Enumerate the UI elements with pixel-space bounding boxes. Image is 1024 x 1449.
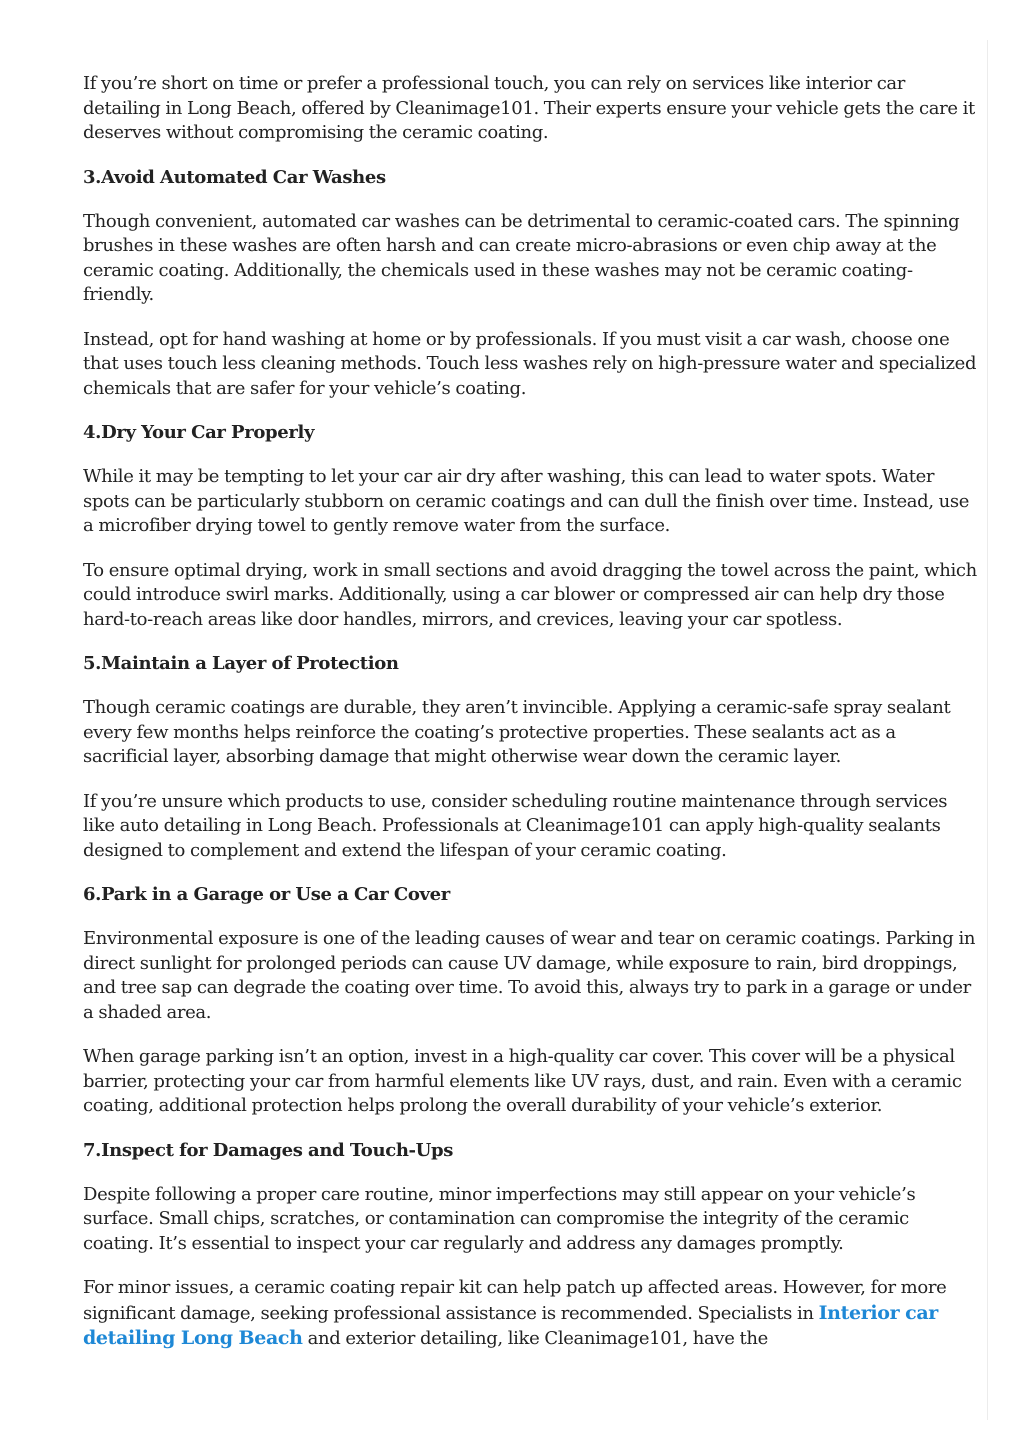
section-paragraph: Environmental exposure is one of the leading causes of wear and tear on ceramic coatings. Parking in direct sunlight for prolonged periods can cause UV damage, while exposure to rain, bird droppings, and tree sap can degrade the coating over time. To avoid this, always try to park in a garage or under a shaded area.: [83, 928, 976, 1023]
section-heading-avoid-automated-car-washes: 3.Avoid Automated Car Washes: [83, 166, 386, 188]
section-paragraph: Though ceramic coatings are durable, they aren’t invincible. Applying a ceramic-safe spray sealant every few months helps reinforce the coating’s protective properties. These sealants act as a sacrificial layer, absorbing damage that might otherwise wear down the ceramic layer.: [83, 697, 951, 767]
section-heading-inspect-for-damages: 7.Inspect for Damages and Touch-Ups: [83, 1139, 454, 1161]
section-paragraph: Instead, opt for hand washing at home or by professionals. If you must visit a car wash, choose one that uses touch less cleaning methods. Touch less washes rely on high-pressure water and specialized chemicals that are safer for your vehicle’s coating.: [83, 328, 977, 399]
section-heading-park-in-garage: 6.Park in a Garage or Use a Car Cover: [83, 884, 450, 905]
interior-car-detailing-link[interactable]: Interior car detailing Long Beach: [83, 1301, 938, 1349]
final-paragraph-text-after: and exterior detailing, like Cleanimage101, have the: [302, 1328, 768, 1349]
section-paragraph: Though convenient, automated car washes can be detrimental to ceramic-coated cars. The spinning brushes in these washes are often harsh and can create micro-abrasions or even chip away at the ceramic coating. Additionally, the chemicals used in these washes may not be ceramic coating-friendly.: [83, 210, 960, 305]
section-heading-maintain-layer-of-protection: 5.Maintain a Layer of Protection: [83, 653, 399, 674]
article-body: [83, 72, 983, 1372]
section-paragraph: While it may be tempting to let your car air dry after washing, this can lead to water spots. Water spots can be particularly stubborn on ceramic coatings and can dull the finish over time. Instead, use a microfiber drying towel to gently remove water from the surface.: [83, 466, 970, 536]
final-paragraph: [83, 1276, 983, 1352]
section-paragraph: Despite following a proper care routine, minor imperfections may still appear on your vehicle’s surface. Small chips, scratches, or contamination can compromise the integrity of the ceramic coating. It’s essential to inspect your car regularly and address any damages promptly.: [83, 1183, 916, 1254]
section-heading-dry-your-car-properly: 4.Dry Your Car Properly: [83, 422, 315, 443]
section-paragraph: When garage parking isn’t an option, invest in a high-quality car cover. This cover will be a physical barrier, protecting your car from harmful elements like UV rays, dust, and rain. Even with a ceramic coating, additional protection helps prolong the overall durability of your vehicle’s exterior.: [83, 1046, 962, 1116]
page-edge-divider: [987, 40, 988, 1420]
intro-paragraph: If you’re short on time or prefer a professional touch, you can rely on services like interior car detailing in Long Beach, offered by Cleanimage101. Their experts ensure your vehicle gets the care it deserves without compromising the ceramic coating.: [83, 73, 975, 143]
section-paragraph: If you’re unsure which products to use, consider scheduling routine maintenance through services like auto detailing in Long Beach. Professionals at Cleanimage101 can apply high-quality sealants designed to complement and extend the lifespan of your ceramic coating.: [83, 790, 948, 861]
final-paragraph-text-before: For minor issues, a ceramic coating repair kit can help patch up affected areas. However, for more significant damage, seeking professional assistance is recommended. Specialists in: [83, 1277, 947, 1324]
section-paragraph: To ensure optimal drying, work in small sections and avoid dragging the towel across the paint, which could introduce swirl marks. Additionally, using a car blower or compressed air can help dry those hard-to-reach areas like door handles, mirrors, and crevices, leaving your car spotless.: [83, 559, 977, 630]
